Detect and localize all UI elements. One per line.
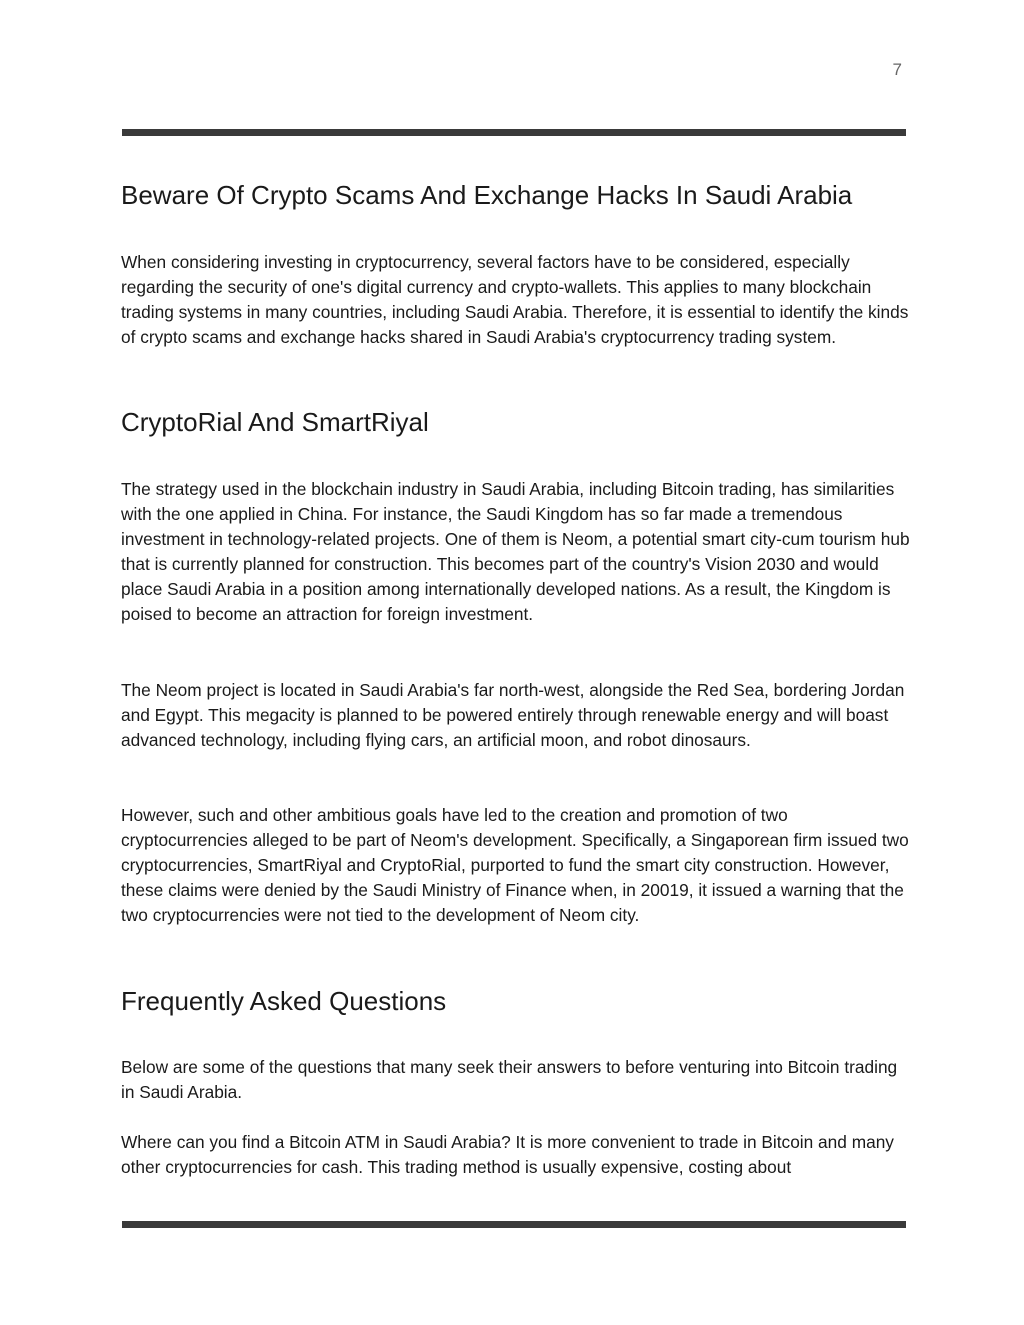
paragraph-blockchain-strategy: The strategy used in the blockchain industry in Saudi Arabia, including Bitcoin trading, has similarities with the one applied in China. For instance, the Saudi Kingdom has so far made a tremendous investment in technology-related projects. One of them is Neom, a potential smart city-cum tourism hub that is currently planned for construction. This becomes part of the country's Vision 2030 and would place Saudi Arabia in a position among internationally developed nations. As a result, the Kingdom is poised to become an attraction for foreign investment. bbox=[121, 479, 910, 624]
page-number: 7 bbox=[892, 60, 902, 79]
section-heading-faq: Frequently Asked Questions bbox=[121, 986, 447, 1016]
paragraph-neom-location: The Neom project is located in Saudi Arabia's far north-west, alongside the Red Sea, bordering Jordan and Egypt. This megacity is planned to be powered entirely through renewable energy and will boast advanced technology, including flying cars, an artificial moon, and robot dinosaurs. bbox=[121, 680, 905, 750]
header-divider bbox=[122, 129, 906, 136]
paragraph-crypto-scams-intro: When considering investing in cryptocurrency, several factors have to be considered, especially regarding the security of one's digital currency and crypto-wallets. This applies to many blockchain trading systems in many countries, including Saudi Arabia. Therefore, it is essential to identify the kinds of crypto scams and exchange hacks shared in Saudi Arabia's cryptocurrency trading system. bbox=[121, 252, 909, 347]
section-heading-cryptorial-smartriyal: CryptoRial And SmartRiyal bbox=[121, 407, 429, 437]
paragraph-faq-bitcoin-atm: Where can you find a Bitcoin ATM in Saudi Arabia? It is more convenient to trade in Bitcoin and many other cryptocurrencies for cash. This trading method is usually expensive, costing about bbox=[121, 1132, 894, 1177]
paragraph-neom-cryptocurrencies: However, such and other ambitious goals have led to the creation and promotion of two cryptocurrencies alleged to be part of Neom's development. Specifically, a Singaporean firm issued two cryptocurrencies, SmartRiyal and CryptoRial, purported to fund the smart city construction. However, these claims were denied by the Saudi Ministry of Finance when, in 20019, it issued a warning that the two cryptocurrencies were not tied to the development of Neom city. bbox=[121, 805, 909, 925]
section-heading-crypto-scams: Beware Of Crypto Scams And Exchange Hacks In Saudi Arabia bbox=[121, 180, 853, 210]
paragraph-faq-intro: Below are some of the questions that many seek their answers to before venturing into Bitcoin trading in Saudi Arabia. bbox=[121, 1057, 898, 1102]
footer-divider bbox=[122, 1221, 906, 1228]
